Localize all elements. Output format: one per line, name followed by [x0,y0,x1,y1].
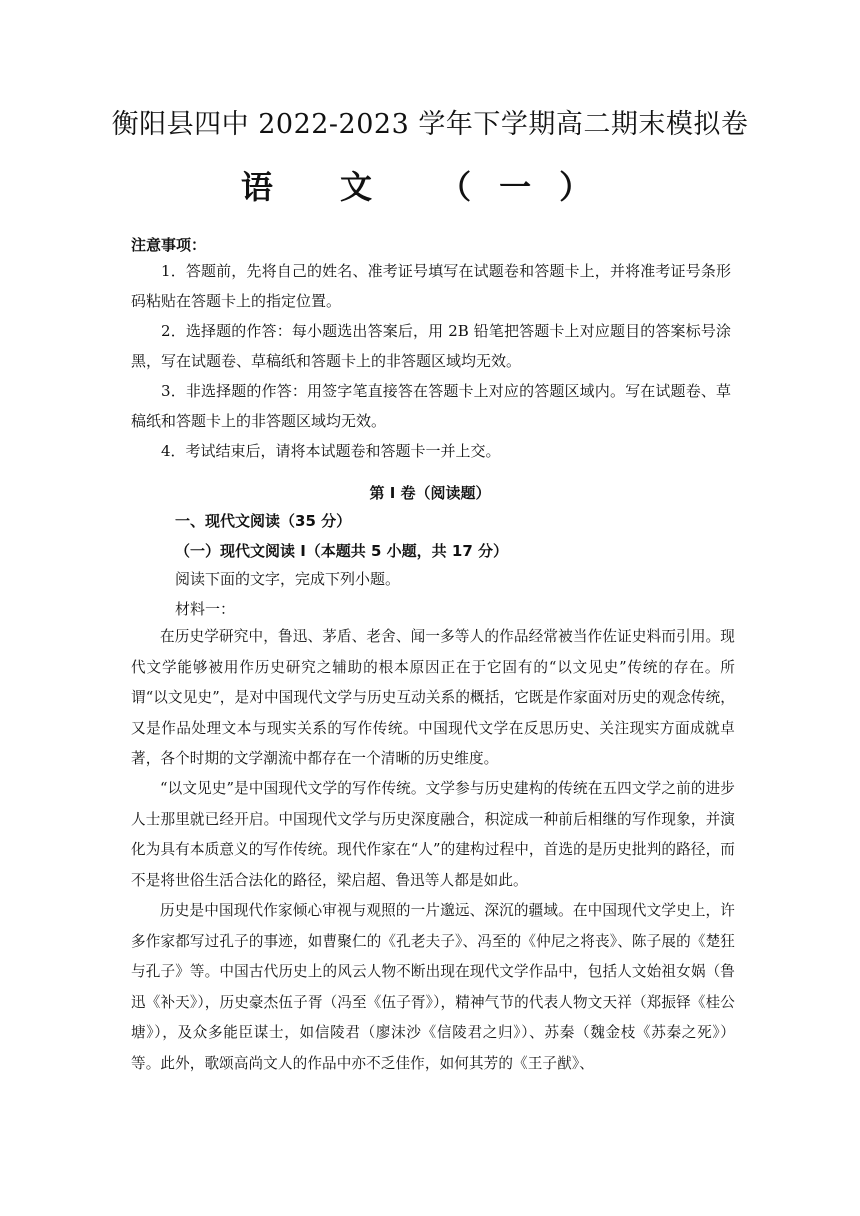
reading-instruction: 阅读下面的文字，完成下列小题。 [175,570,401,588]
exam-title: 衡阳县四中 2022-2023 学年下学期高二期末模拟卷 [111,109,749,140]
part-title: 一、现代文阅读（35 分） [175,512,352,530]
notice-heading: 注意事项： [131,236,207,254]
passage-paragraph-1: 在历史学研究中，鲁迅、茅盾、老舍、闻一多等人的作品经常被当作佐证史料而引用。现代文学能够被用作历史研究之辅助的根本原因正在于它固有的“以文见史”传统的存在。所谓“以文见史”，是对中国现代文学与历史互动关系的概括，它既是作家面对历史的观念传统，又是作品处理文本与现实关系的写作传统。中国现代文学在反思历史、关注现实方面成就卓著，各个时期的文学潮流中都存在一个清晰的历史维度。 [131,628,735,767]
notice-item-2: 2．选择题的作答：每小题选出答案后，用 2B 铅笔把答题卡上对应题目的答案标号涂黑，写在试题卷、草稿纸和答题卡上的非答题区域均无效。 [131,322,731,370]
notice-item-1: 1．答题前，先将自己的姓名、准考证号填写在试题卷和答题卡上，并将准考证号条形码粘贴在答题卡上的指定位置。 [131,262,731,310]
notice-item-3: 3．非选择题的作答：用签字笔直接答在答题卡上对应的答题区域内。写在试题卷、草稿纸和答题卡上的非答题区域均无效。 [131,382,731,430]
material-label: 材料一： [175,600,236,618]
volume-title: 第 I 卷（阅读题） [369,484,491,502]
passage-paragraph-2: “以文见史”是中国现代文学的写作传统。文学参与历史建构的传统在五四文学之前的进步人士那里就已经开启。中国现代文学与历史深度融合，积淀成一种前后相继的写作现象，并演化为具有本质意义的写作传统。现代作家在“人”的建构过程中，首选的是历史批判的路径，而不是将世俗生活合法化的路径，梁启超、鲁迅等人都是如此。 [131,780,735,889]
notice-item-4: 4．考试结束后，请将本试题卷和答题卡一并上交。 [161,442,501,460]
exam-subtitle: 语 文 （一） [240,168,620,206]
passage-paragraph-3: 历史是中国现代作家倾心审视与观照的一片邈远、深沉的疆域。在中国现代文学史上，许多作家都写过孔子的事迹，如曹聚仁的《孔老夫子》、冯至的《仲尼之将丧》、陈子展的《楚狂与孔子》等。中国古代历史上的风云人物不断出现在现代文学作品中，包括人文始祖女娲（鲁迅《补天》），历史豪杰伍子胥（冯至《伍子胥》），精神气节的代表人物文天祥（郑振铎《桂公塘》），及众多能臣谋士，如信陵君（廖沫沙《信陵君之归》）、苏秦（魏金枝《苏秦之死》）等。此外，歌颂高尚文人的作品中亦不乏佳作，如何其芳的《王子猷》、 [131,902,735,1072]
sub-section-title: （一）现代文阅读 I（本题共 5 小题，共 17 分） [175,542,509,560]
